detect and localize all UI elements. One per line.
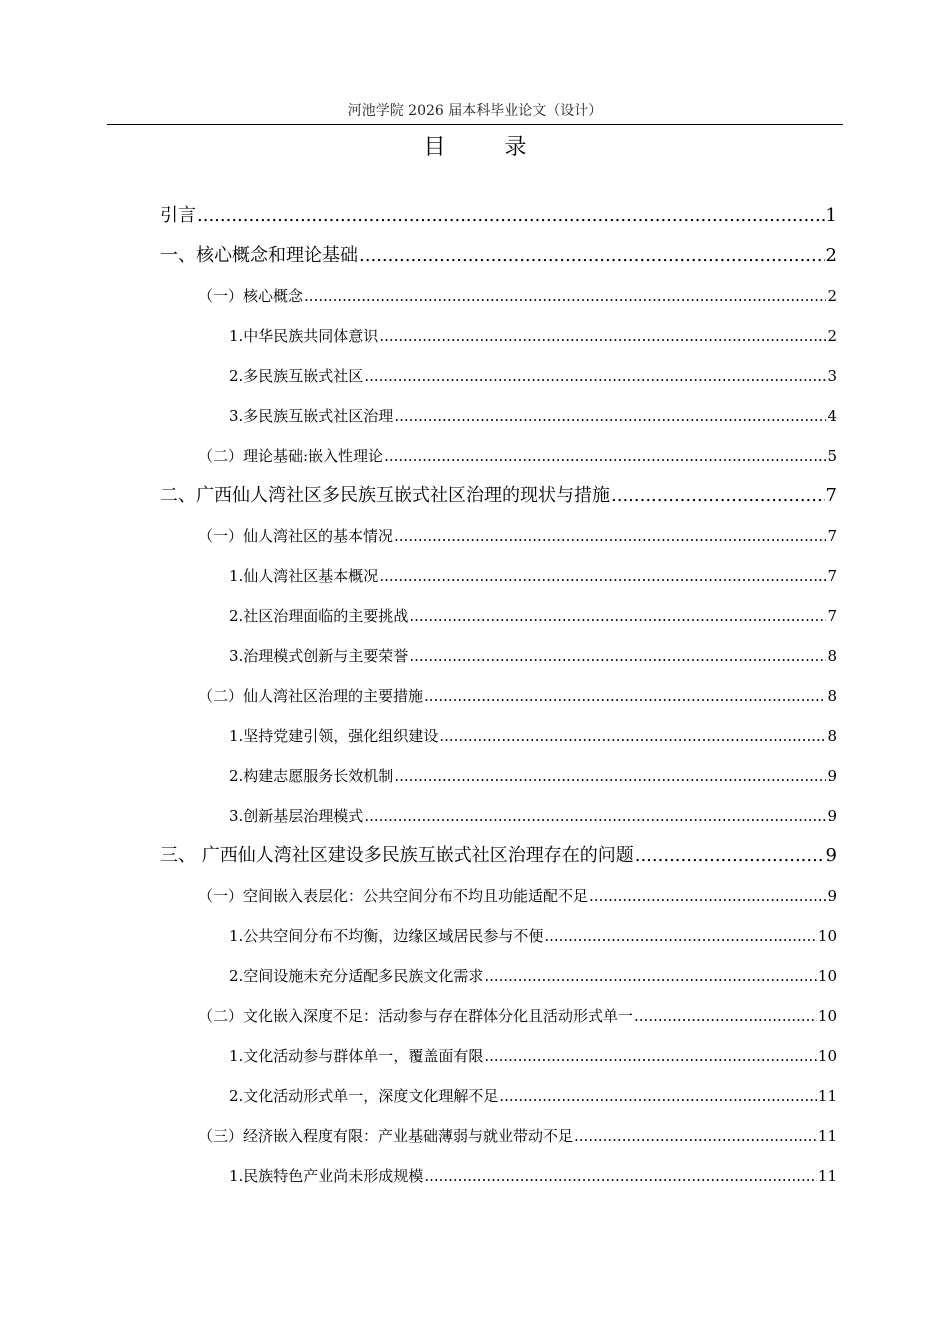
toc-entry-page-number: 10 — [817, 1007, 837, 1025]
toc-entry[interactable] — [229, 956, 837, 996]
toc-entry-page-number: 7 — [825, 485, 837, 506]
toc-leader-dots — [484, 956, 817, 996]
toc-entry[interactable] — [229, 756, 837, 796]
toc-leader-dots — [384, 436, 826, 476]
toc-entry-page-number: 10 — [817, 967, 837, 985]
toc-entry-label: 2.空间设施未充分适配多民族文化需求 — [229, 967, 484, 985]
toc-entry[interactable] — [160, 836, 837, 876]
toc-leader-dots — [394, 756, 826, 796]
toc-leader-dots — [424, 1156, 817, 1196]
toc-entry-page-number: 11 — [817, 1127, 837, 1145]
toc-leader-dots — [379, 316, 826, 356]
toc-leader-dots — [197, 196, 825, 236]
toc-entry[interactable] — [198, 876, 837, 916]
toc-title: 目 录 — [423, 135, 553, 160]
toc-entry-label: 1.坚持党建引领，强化组织建设 — [229, 727, 439, 745]
toc-leader-dots — [635, 836, 825, 876]
toc-entry[interactable] — [229, 356, 837, 396]
toc-entry-label: 一、核心概念和理论基础 — [160, 245, 358, 266]
toc-leader-dots — [409, 636, 826, 676]
toc-entry-label: 3.治理模式创新与主要荣誉 — [229, 647, 409, 665]
toc-entry[interactable] — [229, 1036, 837, 1076]
toc-entry[interactable] — [229, 796, 837, 836]
toc-entry[interactable] — [198, 436, 837, 476]
toc-leader-dots — [611, 476, 825, 516]
toc-entry-page-number: 5 — [827, 447, 837, 465]
toc-leader-dots — [364, 796, 826, 836]
toc-leader-dots — [499, 1076, 817, 1116]
toc-entry[interactable] — [198, 1116, 837, 1156]
toc-entry-label: 2.社区治理面临的主要挑战 — [229, 607, 409, 625]
toc-entry-label: （一）空间嵌入表层化：公共空间分布不均且功能适配不足 — [198, 887, 589, 905]
toc-leader-dots — [364, 356, 826, 396]
toc-entry-page-number: 8 — [827, 727, 837, 745]
toc-entry-label: 1.文化活动参与群体单一，覆盖面有限 — [229, 1047, 484, 1065]
toc-entry-label: 1.公共空间分布不均衡，边缘区域居民参与不便 — [229, 927, 544, 945]
toc-leader-dots — [304, 276, 826, 316]
toc-entry[interactable] — [198, 276, 837, 316]
toc-entry-label: 1.中华民族共同体意识 — [229, 327, 379, 345]
toc-entry-label: 1.民族特色产业尚未形成规模 — [229, 1167, 424, 1185]
toc-entry-label: 3.创新基层治理模式 — [229, 807, 364, 825]
toc-entry-label: （二）仙人湾社区治理的主要措施 — [198, 687, 424, 705]
toc-entry-label: 3.多民族互嵌式社区治理 — [229, 407, 394, 425]
toc-entry-page-number: 11 — [817, 1087, 837, 1105]
toc-entry-page-number: 10 — [817, 1047, 837, 1065]
toc-leader-dots — [394, 516, 826, 556]
toc-leader-dots — [394, 396, 826, 436]
toc-leader-dots — [409, 596, 826, 636]
toc-entry[interactable] — [160, 236, 837, 276]
toc-entry-page-number: 8 — [827, 647, 837, 665]
toc-entry-label: （一）仙人湾社区的基本情况 — [198, 527, 394, 545]
toc-entry[interactable] — [229, 716, 837, 756]
toc-entry-label: （三）经济嵌入程度有限：产业基础薄弱与就业带动不足 — [198, 1127, 574, 1145]
toc-entry[interactable] — [160, 196, 837, 236]
toc-entry-page-number: 8 — [827, 687, 837, 705]
toc-entry[interactable] — [229, 596, 837, 636]
toc-entry-page-number: 9 — [825, 845, 837, 866]
toc-entry-page-number: 7 — [827, 527, 837, 545]
toc-entry-page-number: 10 — [817, 927, 837, 945]
toc-entry[interactable] — [229, 916, 837, 956]
toc-entry[interactable] — [229, 1076, 837, 1116]
toc-entry[interactable] — [229, 316, 837, 356]
toc-leader-dots — [379, 556, 826, 596]
toc-entry-label: （一）核心概念 — [198, 287, 304, 305]
toc-entry-page-number: 2 — [827, 287, 837, 305]
toc-entry-page-number: 2 — [825, 245, 837, 266]
toc-leader-dots — [544, 916, 817, 956]
toc-entry-label: 2.构建志愿服务长效机制 — [229, 767, 394, 785]
toc-entry-page-number: 9 — [827, 807, 837, 825]
toc-entry-label: 二、广西仙人湾社区多民族互嵌式社区治理的现状与措施 — [160, 485, 610, 506]
toc-entry[interactable] — [198, 996, 837, 1036]
header-rule — [107, 124, 843, 125]
toc-leader-dots — [589, 876, 826, 916]
toc-entry-label: （二）理论基础:嵌入性理论 — [198, 447, 384, 465]
toc-entry-page-number: 11 — [817, 1167, 837, 1185]
toc-entry[interactable] — [229, 396, 837, 436]
toc-entry-label: 2.文化活动形式单一，深度文化理解不足 — [229, 1087, 499, 1105]
toc-leader-dots — [574, 1116, 817, 1156]
toc-entry[interactable] — [198, 676, 837, 716]
toc-leader-dots — [634, 996, 817, 1036]
toc-entry-page-number: 9 — [827, 887, 837, 905]
toc-entry-page-number: 1 — [825, 205, 837, 226]
toc-entry-label: 2.多民族互嵌式社区 — [229, 367, 364, 385]
toc-entry[interactable] — [198, 516, 837, 556]
toc-entry-label: （二）文化嵌入深度不足：活动参与存在群体分化且活动形式单一 — [198, 1007, 634, 1025]
toc-leader-dots — [439, 716, 826, 756]
toc-entry[interactable] — [229, 636, 837, 676]
toc-entry[interactable] — [229, 1156, 837, 1196]
toc-entry-page-number: 7 — [827, 567, 837, 585]
toc-entry-label: 三、 广西仙人湾社区建设多民族互嵌式社区治理存在的问题 — [160, 845, 634, 866]
running-head: 河池学院 2026 届本科毕业论文（设计） — [347, 103, 603, 119]
toc-entry-label: 引言 — [160, 205, 196, 226]
toc-entry-page-number: 7 — [827, 607, 837, 625]
toc-entry-page-number: 3 — [827, 367, 837, 385]
toc-entry-page-number: 9 — [827, 767, 837, 785]
toc-entry-page-number: 4 — [827, 407, 837, 425]
toc-entry-label: 1.仙人湾社区基本概况 — [229, 567, 379, 585]
toc-entry-page-number: 2 — [827, 327, 837, 345]
toc-entry[interactable] — [229, 556, 837, 596]
toc-leader-dots — [484, 1036, 817, 1076]
toc-leader-dots — [424, 676, 826, 716]
toc-entry[interactable] — [160, 476, 837, 516]
toc-leader-dots — [359, 236, 825, 276]
